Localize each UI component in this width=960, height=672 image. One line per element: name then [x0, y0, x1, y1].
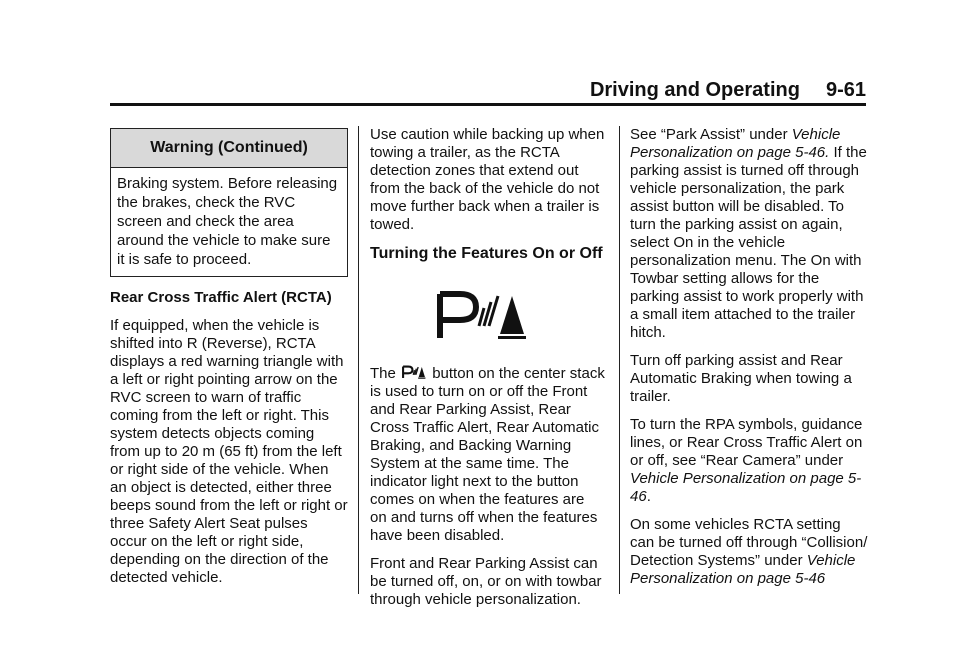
- rpa-symbols-paragraph: To turn the RPA symbols, guidance lines, or Rear Cross Traffic Alert on or off, see “Rear Camera” under Vehicle Personalization on page 5-46.: [630, 416, 863, 505]
- warning-body: Braking system. Before releasing the brakes, check the RVC screen and check the area around the vehicle to make sure it is safe to proceed.: [117, 175, 338, 268]
- cross-reference-link[interactable]: Vehicle Personalization on page 5-46: [630, 470, 862, 505]
- features-heading: Turning the Features On or Off: [370, 245, 603, 262]
- turn-off-paragraph: Turn off parking assist and Rear Automatic Braking when towing a trailer.: [630, 352, 852, 405]
- towing-caution-paragraph: Use caution while backing up when towing a trailer, as the RCTA detection zones that extend out from the back of the vehicle do not move further back when a trailer is towed.: [370, 126, 605, 233]
- column-divider-1: [358, 126, 359, 594]
- cross-reference-link[interactable]: Vehicle Personalization on page 5-46: [630, 552, 856, 587]
- button-paragraph: The button on the center stack is used to turn on or off the Front and Rear Parking Assist, Rear Cross Traffic Alert, Rear Automatic Braking, and Backing Warning System at the same time. The indicator light next to the button comes on when the features are on and turns off when the features have been disabled.: [370, 365, 605, 544]
- page-number: 9-61: [825, 79, 866, 101]
- park-assist-see-paragraph: See “Park Assist” under Vehicle Personalization on page 5-46. If the parking assist is turned off through vehicle personalization, the park assist button will be disabled. To turn the parking assist on again, select On in the vehicle personalization menu. The On with Towbar setting allows for the parking assist to work properly with a small item attached to the trailer hitch.: [630, 126, 867, 341]
- warning-box: [110, 128, 348, 277]
- park-assist-inline-icon: [401, 364, 427, 380]
- rcta-paragraph: If equipped, when the vehicle is shifted into R (Reverse), RCTA displays a red warning triangle with a left or right pointing arrow on the RVC screen to warn of traffic coming from the left or right. This system detects objects coming from up to 20 m (65 ft) from the left or right side of the vehicle. When an object is detected, either three beeps sound from the left or right or three Safety Alert Seat pulses occur on the left or right side, depending on the direction of the detected vehicle.: [110, 317, 348, 586]
- column-2: [370, 126, 605, 619]
- icon-block: [370, 272, 605, 360]
- page-header: [110, 78, 866, 102]
- rcta-setting-paragraph: On some vehicles RCTA setting can be turned off through “Collision/ Detection Systems” under Vehicle Personalization on page 5-46: [630, 516, 868, 587]
- park-assist-icon: [432, 286, 532, 344]
- column-divider-2: [619, 126, 620, 594]
- warning-title: Warning (Continued): [111, 129, 347, 168]
- towbar-paragraph: Front and Rear Parking Assist can be turned off, on, or on with towbar through vehicle personalization.: [370, 555, 602, 608]
- header-rule: [110, 103, 866, 106]
- rcta-subhead: Rear Cross Traffic Alert (RCTA): [110, 289, 332, 306]
- column-3: [630, 126, 868, 598]
- column-1: [110, 128, 348, 597]
- section-title: Driving and Operating: [589, 79, 800, 101]
- cross-reference-link[interactable]: Vehicle Personalization on page 5-46.: [630, 126, 841, 161]
